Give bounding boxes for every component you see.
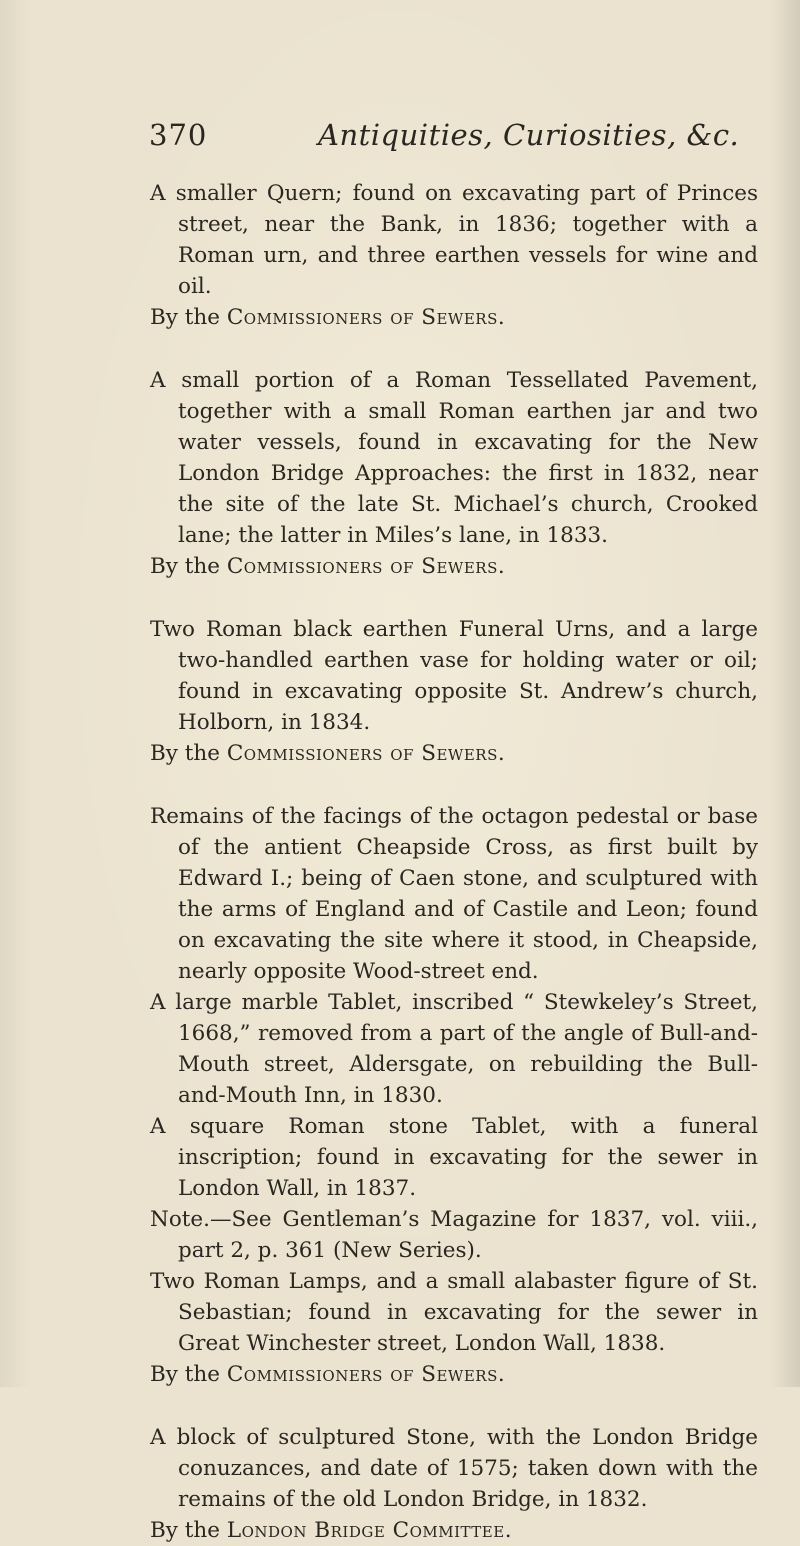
- donor-line: [150, 302, 758, 333]
- entry-description: A square Roman stone Tablet, with a funeral inscription; found in excavating for the sewer in London Wall, in 1837.: [150, 1114, 758, 1201]
- page-number: 370: [149, 118, 208, 152]
- donor-prefix: By the: [150, 554, 227, 579]
- donor-line: [150, 1515, 758, 1546]
- entry-description: A block of sculptured Stone, with the London Bridge conuzances, and date of 1575; taken down with the remains of the old London Bridge, in 1832.: [150, 1425, 758, 1512]
- entry-description: A smaller Quern; found on excavating part of Princes street, near the Bank, in 1836; together with a Roman urn, and three earthen vessels for wine and oil.: [150, 181, 758, 299]
- donor-name: London Bridge Committee.: [226, 1518, 513, 1543]
- entry-description: Two Roman Lamps, and a small alabaster figure of St. Sebastian; found in excavating for the sewer in Great Winchester street, London Wall, 1838.: [150, 1269, 758, 1356]
- donor-prefix: By the: [150, 305, 227, 330]
- donor-prefix: By the: [150, 1518, 227, 1543]
- donor-line: [150, 551, 758, 582]
- entry-description: A small portion of a Roman Tessellated Pavement, together with a small Roman earthen jar and two water vessels, found in excavating for the New London Bridge Approaches: the first in 1832, near the site of the late St. Michael’s church, Crooked lane; the latter in Miles’s lane, in 1833.: [150, 368, 758, 548]
- catalogue-entry: [150, 614, 758, 769]
- donor-name: Commissioners of Sewers.: [226, 554, 506, 579]
- entry-description: Two Roman black earthen Funeral Urns, and a large two-handled earthen vase for holding water or oil; found in excavating opposite St. Andrew’s church, Holborn, in 1834.: [150, 617, 758, 735]
- catalogue-entry: [150, 365, 758, 582]
- page-body: [150, 178, 758, 1546]
- donor-name: Commissioners of Sewers.: [226, 305, 506, 330]
- page-header: [0, 118, 800, 158]
- donor-prefix: By the: [150, 741, 227, 766]
- catalogue-entry: [150, 178, 758, 333]
- entry-note: Note.—See Gentleman’s Magazine for 1837, vol. viii., part 2, p. 361 (New Series).: [150, 1207, 758, 1263]
- catalogue-entry: [150, 1422, 758, 1546]
- catalogue-entry-group: [150, 801, 758, 1390]
- entry-description: Remains of the facings of the octagon pedestal or base of the antient Cheapside Cross, as first built by Edward I.; being of Caen stone, and sculptured with the arms of England and of Castile and Leon; found on excavating the site where it stood, in Cheapside, nearly opposite Wood-street end.: [150, 804, 758, 984]
- entry-description: A large marble Tablet, inscribed “ Stewkeley’s Street, 1668,” removed from a part of the angle of Bull-and-Mouth street, Aldersgate, on rebuilding the Bull-and-Mouth Inn, in 1830.: [150, 990, 758, 1108]
- donor-line: [150, 738, 758, 769]
- donor-name: Commissioners of Sewers.: [226, 741, 506, 766]
- donor-line: [150, 1359, 758, 1390]
- running-title: Antiquities, Curiosities, &c.: [318, 118, 740, 152]
- donor-name: Commissioners of Sewers.: [226, 1362, 506, 1387]
- donor-prefix: By the: [150, 1362, 227, 1387]
